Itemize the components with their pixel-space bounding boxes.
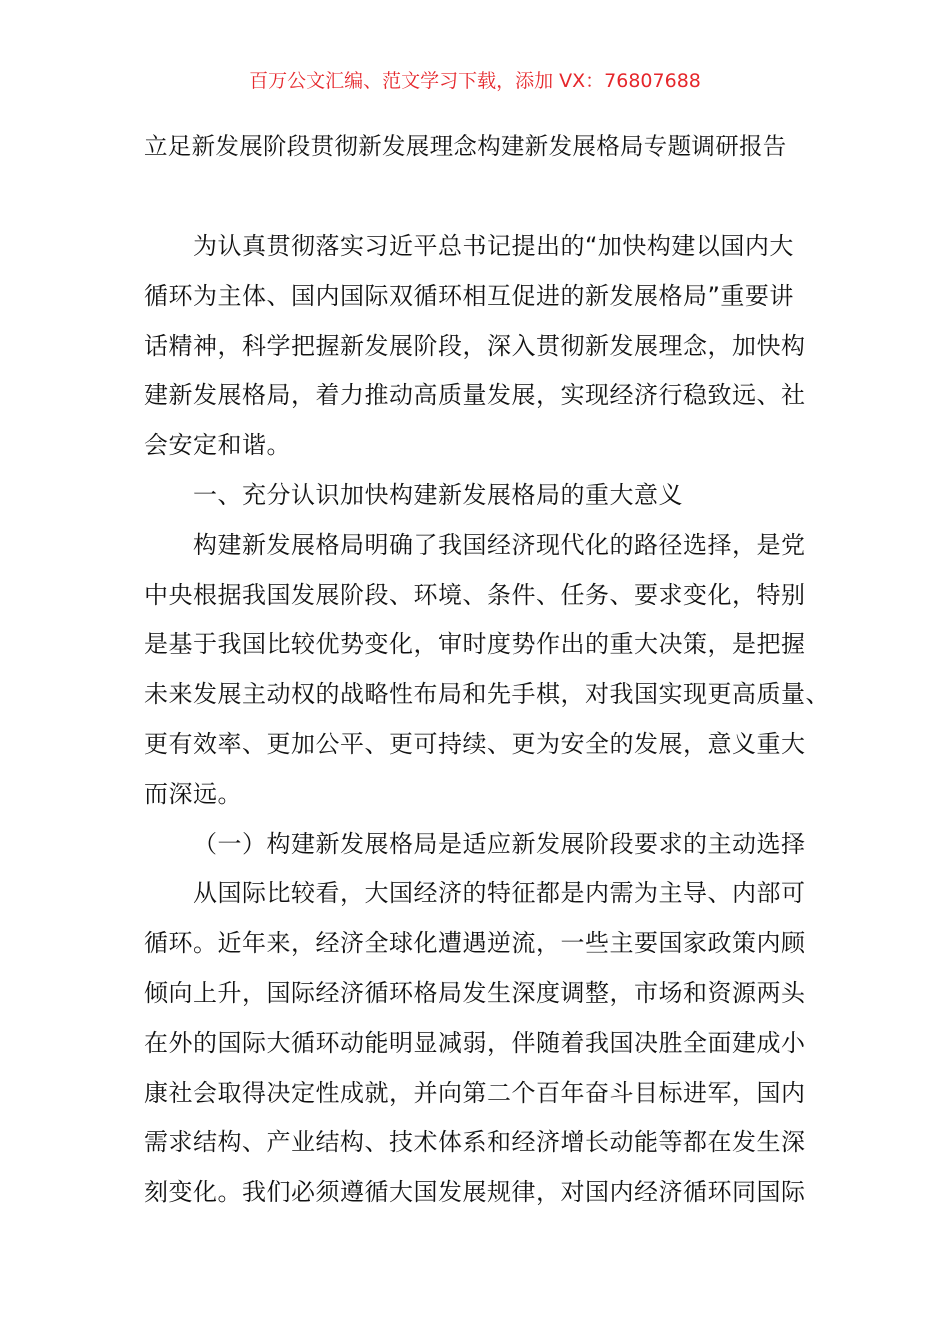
paragraph-line: （一）构建新发展格局是适应新发展阶段要求的主动选择 bbox=[193, 829, 806, 858]
paragraph-line: 循环。近年来，经济全球化遭遇逆流，一些主要国家政策内顾 bbox=[144, 929, 806, 958]
paragraph-line: 需求结构、产业结构、技术体系和经济增长动能等都在发生深 bbox=[144, 1128, 806, 1157]
paragraph-line: 循环为主体、国内国际双循环相互促进的新发展格局”重要讲 bbox=[144, 281, 794, 310]
paragraph-line: 建新发展格局，着力推动高质量发展，实现经济行稳致远、社 bbox=[144, 381, 806, 410]
paragraph-line: 是基于我国比较优势变化，审时度势作出的重大决策，是把握 bbox=[144, 630, 806, 659]
paragraph-line: 一、充分认识加快构建新发展格局的重大意义 bbox=[193, 480, 683, 509]
paragraph-line: 未来发展主动权的战略性布局和先手棋，对我国实现更高质量、 bbox=[144, 680, 830, 709]
paragraph-line: 刻变化。我们必须遵循大国发展规律，对国内经济循环同国际 bbox=[144, 1178, 806, 1207]
paragraph-line: 更有效率、更加公平、更可持续、更为安全的发展，意义重大 bbox=[144, 729, 806, 758]
paragraph-line: 从国际比较看，大国经济的特征都是内需为主导、内部可 bbox=[193, 879, 806, 908]
paragraph-line: 话精神，科学把握新发展阶段，深入贯彻新发展理念，加快构 bbox=[144, 331, 806, 360]
paragraph-line: 倾向上升，国际经济循环格局发生深度调整，市场和资源两头 bbox=[144, 978, 806, 1007]
paragraph-line: 为认真贯彻落实习近平总书记提出的“加快构建以国内大 bbox=[193, 232, 794, 260]
paragraph-line: 构建新发展格局明确了我国经济现代化的路径选择，是党 bbox=[193, 530, 806, 559]
document-title: 立足新发展阶段贯彻新发展理念构建新发展格局专题调研报告 bbox=[144, 132, 787, 160]
paragraph-line: 中央根据我国发展阶段、环境、条件、任务、要求变化，特别 bbox=[144, 580, 806, 609]
paragraph-line: 康社会取得决定性成就，并向第二个百年奋斗目标进军，国内 bbox=[144, 1078, 806, 1107]
document-body bbox=[144, 229, 844, 1225]
paragraph-line: 会安定和谐。 bbox=[144, 431, 291, 460]
paragraph-line: 在外的国际大循环动能明显减弱，伴随着我国决胜全面建成小 bbox=[144, 1028, 806, 1057]
paragraph-line: 而深远。 bbox=[144, 779, 242, 808]
watermark-header: 百万公文汇编、范文学习下载，添加 VX：76807688 bbox=[249, 70, 701, 92]
